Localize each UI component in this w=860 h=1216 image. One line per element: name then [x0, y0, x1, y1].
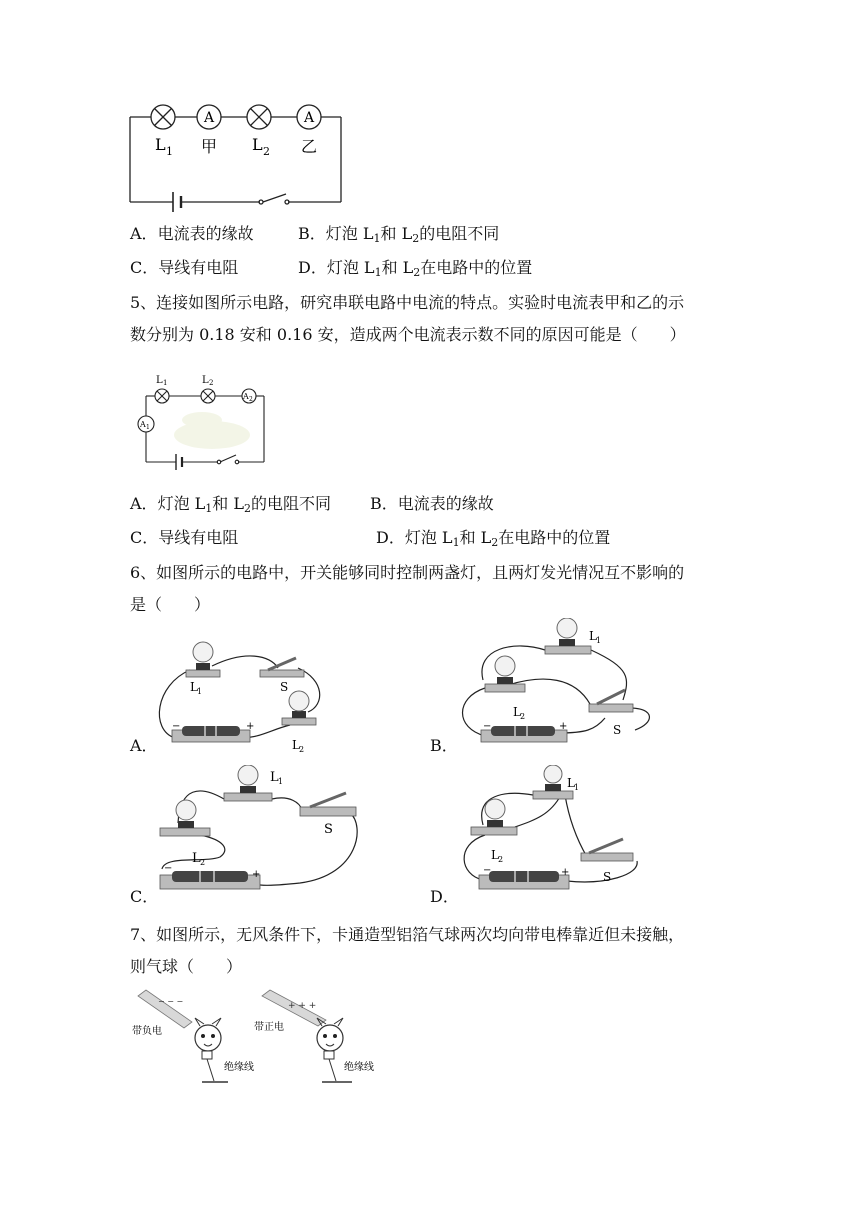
q6-circuit-d[interactable]	[455, 765, 660, 900]
q5-stem-line1: 5、连接如图所示电路，研究串联电路中电流的特点。实验时电流表甲和乙的示	[130, 293, 685, 312]
q6-option-b-label[interactable]: B．	[430, 736, 458, 755]
switch-label: S	[324, 822, 333, 837]
q5-option-d[interactable]	[376, 528, 610, 548]
q5-option-a[interactable]	[130, 494, 331, 514]
subscript: 2	[491, 536, 499, 549]
option-label: A．	[130, 494, 158, 513]
thread-label-left: 绝缘线	[224, 1062, 254, 1073]
q5-stem-line2: 数分别为 0.18 安和 0.16 安，造成两个电流表示数不同的原因可能是（ ）	[130, 325, 686, 344]
battery-plus: +	[559, 721, 568, 732]
positive-signs: + + +	[288, 1001, 317, 1011]
meter-yi-label: 乙	[300, 137, 318, 156]
lamp-l1-label: L	[589, 629, 597, 643]
option-text: 和 L	[380, 224, 413, 243]
battery-plus: +	[561, 867, 570, 878]
q4-option-a[interactable]	[130, 224, 254, 244]
q6-circuit-c[interactable]	[150, 765, 365, 900]
lamp-l2-label: L	[513, 705, 521, 719]
subscript: 2	[412, 232, 420, 245]
lamp-l1-label: L	[190, 680, 198, 694]
q5-l1-sub: 1	[163, 379, 168, 387]
q7-stem-line1: 7、如图所示，无风条件下，卡通造型铝箔气球两次均向带电棒靠近但未接触，	[130, 925, 685, 944]
q5-option-b[interactable]	[370, 494, 494, 514]
positive-rod-label: 带正电	[254, 1022, 284, 1033]
q7-stem-line2: 则气球（ ）	[130, 957, 243, 976]
q4-option-d[interactable]	[298, 258, 532, 278]
lamp-l1-sub: 1	[574, 783, 580, 792]
switch-label: S	[613, 723, 622, 737]
negative-signs: − − −	[158, 997, 184, 1006]
q5-l1-label: L	[156, 375, 163, 386]
battery-plus: +	[246, 721, 255, 732]
ammeter-yi-symbol: A	[303, 110, 315, 126]
negative-rod	[138, 990, 192, 1028]
option-label: B．	[370, 494, 398, 513]
lamp-l1-label: L	[270, 770, 279, 785]
option-text: 在电路中的位置	[420, 258, 533, 277]
option-text: 和 L	[381, 258, 414, 277]
option-label: D．	[298, 258, 327, 277]
q5-a1-sub: 1	[146, 424, 150, 431]
option-text: 灯泡 L	[157, 494, 206, 513]
option-text: 导线有电阻	[158, 258, 239, 277]
lamp-l2-sub: 2	[520, 712, 526, 721]
battery-minus: −	[164, 863, 173, 874]
option-label: C．	[130, 258, 159, 277]
negative-rod-label: 带负电	[132, 1026, 162, 1037]
ammeter-jia-symbol: A	[203, 110, 215, 126]
lamp-l2-sub: 2	[299, 745, 305, 754]
lamp-l2-sub: 2	[498, 855, 504, 864]
lamp-l1-label: L	[567, 776, 575, 790]
q4-option-b[interactable]	[298, 224, 499, 244]
q4-option-c[interactable]	[130, 258, 238, 278]
subscript: 2	[244, 502, 251, 515]
option-text: 灯泡 L	[326, 258, 375, 277]
thread-label-right: 绝缘线	[344, 1062, 374, 1073]
option-text: 电流表的缘故	[157, 224, 254, 243]
lamp-l1-sub: 1	[197, 687, 203, 696]
lamp-l2-label: L	[192, 851, 201, 866]
meter-jia-label: 甲	[200, 137, 218, 156]
q5-option-c[interactable]	[130, 528, 238, 548]
option-label: C．	[130, 528, 159, 547]
option-text: 电流表的缘故	[397, 494, 494, 513]
lamp-l2-label: L	[252, 135, 263, 154]
lamp-l2-sub: 2	[200, 858, 206, 867]
option-label: A．	[130, 224, 158, 243]
q6-circuit-b[interactable]	[455, 618, 660, 753]
battery-minus: −	[483, 721, 492, 732]
option-text: 的电阻不同	[419, 224, 500, 243]
q5-l2-label: L	[202, 375, 209, 386]
subscript: 1	[452, 536, 460, 549]
battery-minus: −	[483, 865, 492, 876]
subscript: 1	[373, 232, 381, 245]
positive-rod	[262, 990, 326, 1026]
switch-label: S	[280, 680, 289, 694]
battery-plus: +	[252, 869, 261, 880]
switch-label: S	[603, 870, 612, 884]
lamp-l1-sub: 1	[596, 636, 602, 645]
lamp-l1-label: L	[155, 135, 166, 154]
q6-stem-line2: 是（ ）	[130, 595, 211, 614]
q6-circuit-a[interactable]	[150, 630, 350, 755]
subscript: 2	[413, 266, 421, 279]
q5-l2-sub: 2	[209, 379, 214, 387]
q7-balloon-figure	[130, 988, 390, 1088]
option-label: B．	[298, 224, 326, 243]
q5-circuit-figure	[132, 370, 272, 475]
lamp-l1-sub: 1	[166, 145, 173, 158]
q4-circuit-figure	[125, 100, 350, 218]
option-label: D．	[376, 528, 405, 547]
option-text: 和 L	[212, 494, 244, 513]
battery-minus: −	[172, 721, 181, 732]
q6-stem-line1: 6、如图所示的电路中，开关能够同时控制两盏灯，且两灯发光情况互不影响的	[130, 563, 685, 582]
option-text: 导线有电阻	[158, 528, 239, 547]
lamp-l2-label: L	[292, 738, 300, 752]
q6-option-a-label[interactable]: A．	[130, 736, 158, 755]
lamp-l2-sub: 2	[263, 145, 270, 158]
option-text: 和 L	[459, 528, 492, 547]
subscript: 1	[205, 502, 213, 515]
lamp-l2-label: L	[491, 848, 499, 862]
option-text: 灯泡 L	[325, 224, 374, 243]
option-text: 灯泡 L	[404, 528, 453, 547]
lamp-l1-sub: 1	[278, 777, 284, 786]
option-text: 在电路中的位置	[498, 528, 611, 547]
q5-a2-label: A	[243, 392, 249, 401]
q6-option-c-label[interactable]: C．	[130, 887, 159, 906]
q5-a1-label: A	[140, 420, 146, 429]
q6-option-d-label[interactable]: D．	[430, 887, 459, 906]
subscript: 1	[374, 266, 382, 279]
option-text: 的电阻不同	[251, 494, 332, 513]
q5-a2-sub: 2	[249, 396, 253, 403]
